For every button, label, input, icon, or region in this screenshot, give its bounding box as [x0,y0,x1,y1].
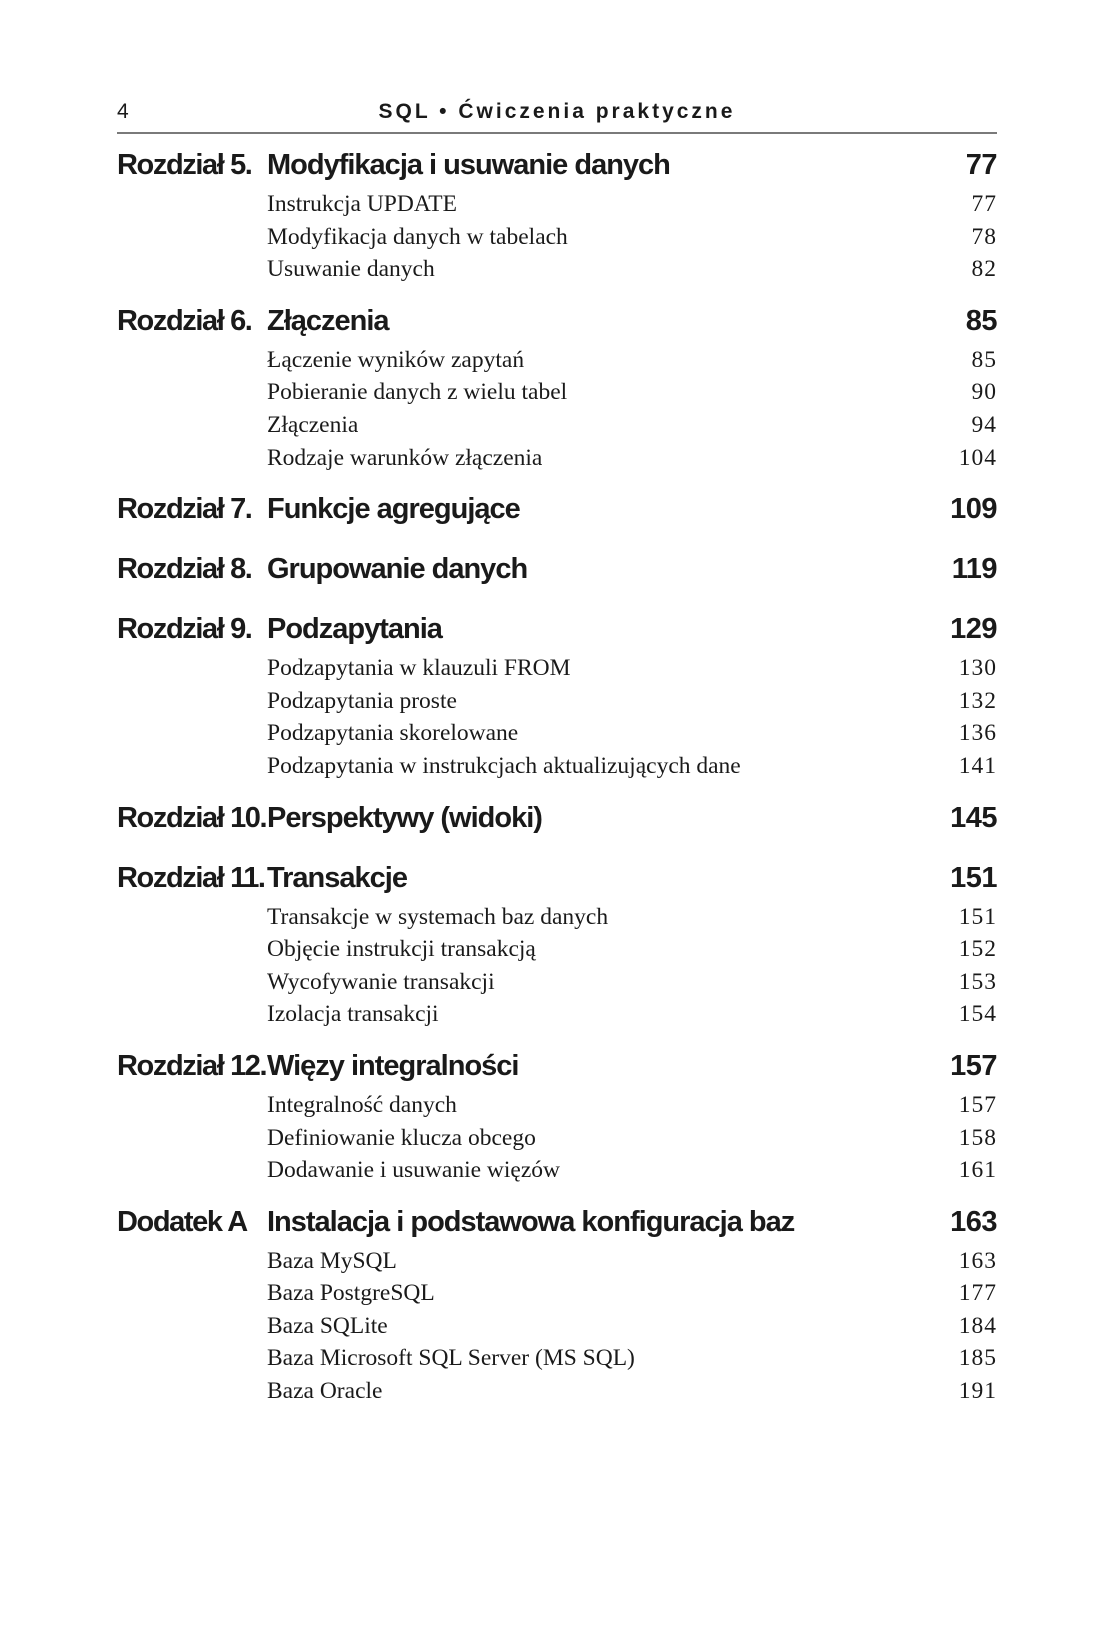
section-list [117,1089,997,1187]
chapter-title: Instalacja i podstawowa konfiguracja baz [267,1205,795,1238]
chapter-label: Rozdział 10. [117,801,267,834]
section-list [117,1245,997,1408]
chapter-page-number: 145 [950,801,997,834]
section-title: Izolacja transakcji [267,1001,439,1028]
section-page-number: 77 [971,191,997,217]
chapter-page-number: 109 [950,493,997,526]
section-title: Integralność danych [267,1091,457,1118]
chapter-title: Podzapytania [267,613,442,646]
toc-chapter [117,1041,997,1187]
chapter-heading [117,484,997,534]
section-title: Modyfikacja danych w tabelach [267,223,568,250]
section-list [117,901,997,1031]
chapter-page-number: 157 [950,1049,997,1082]
section-page-number: 136 [958,720,997,747]
section-page-number: 157 [958,1091,997,1118]
toc-chapter [117,296,997,474]
chapter-page-number: 85 [965,304,997,337]
toc-chapter [117,544,997,594]
toc-chapter [117,140,997,286]
section-page-number: 158 [958,1124,997,1151]
section-title: Baza MySQL [267,1247,397,1274]
section-page-number: 161 [958,1157,997,1184]
section-title: Rodzaje warunków złączenia [267,444,543,471]
section-title: Podzapytania skorelowane [267,720,519,747]
toc-chapter [117,604,997,782]
chapter-heading [117,296,997,346]
section-page-number: 90 [971,379,997,406]
chapter-heading [117,544,997,594]
chapter-title: Transakcje [267,861,407,894]
section-page-number: 151 [958,903,997,930]
section-title: Definiowanie klucza obcego [267,1124,536,1151]
section-entry [117,998,997,1031]
section-list [117,652,997,782]
section-entry [117,933,997,966]
chapter-label: Rozdział 5. [117,149,252,181]
section-entry [117,188,997,221]
section-entry [117,685,997,718]
section-title: Usuwanie danych [267,256,435,283]
chapter-heading [117,793,997,843]
section-page-number: 78 [971,223,997,250]
running-head [117,92,997,134]
chapter-label: Rozdział 11. [117,861,265,894]
chapter-label: Rozdział 6. [117,304,252,337]
section-page-number: 184 [958,1312,997,1339]
chapter-label: Rozdział 12. [117,1049,267,1082]
section-entry [117,901,997,934]
section-entry [117,652,997,685]
chapter-heading [117,1197,997,1247]
section-page-number: 153 [958,968,997,995]
table-of-contents [117,140,997,1408]
section-entry [117,1342,997,1375]
section-title: Baza PostgreSQL [267,1280,435,1307]
toc-chapter [117,793,997,843]
section-entry [117,221,997,254]
section-title: Podzapytania w instrukcjach aktualizujących dane [267,752,741,779]
section-title: Wycofywanie transakcji [267,968,495,995]
section-title: Baza Microsoft SQL Server (MS SQL) [267,1345,635,1372]
chapter-title: Złączenia [267,304,389,337]
section-page-number: 132 [958,687,997,714]
section-entry [117,717,997,750]
chapter-page-number: 119 [951,553,997,586]
chapter-title: Modyfikacja i usuwanie danych [267,149,670,181]
section-page-number: 163 [958,1247,997,1274]
chapter-page-number: 151 [950,861,997,894]
section-title: Instrukcja UPDATE [267,191,457,217]
chapter-label: Rozdział 9. [117,613,252,646]
toc-chapter [117,484,997,534]
section-title: Dodawanie i usuwanie więzów [267,1157,561,1184]
section-page-number: 154 [958,1001,997,1028]
section-entry [117,750,997,783]
section-title: Podzapytania proste [267,687,457,714]
section-page-number: 141 [958,752,997,779]
chapter-title: Więzy integralności [267,1049,519,1082]
chapter-heading [117,140,997,190]
section-page-number: 152 [958,936,997,963]
section-entry [117,409,997,442]
section-page-number: 104 [958,444,997,471]
section-entry [117,1310,997,1343]
section-entry [117,1375,997,1408]
chapter-title: Perspektywy (widoki) [267,801,542,834]
section-entry [117,1245,997,1278]
section-title: Podzapytania w klauzuli FROM [267,655,571,682]
chapter-heading [117,1041,997,1091]
section-title: Objęcie instrukcji transakcją [267,936,536,963]
section-entry [117,344,997,377]
chapter-title: Funkcje agregujące [267,493,520,526]
chapter-label: Rozdział 8. [117,553,252,586]
section-entry [117,966,997,999]
section-title: Łączenie wyników zapytań [267,346,525,373]
section-list [117,188,997,286]
section-entry [117,376,997,409]
chapter-page-number: 163 [950,1205,997,1238]
section-entry [117,1089,997,1122]
book-page [117,92,997,1418]
chapter-heading [117,853,997,903]
chapter-label: Rozdział 7. [117,493,252,526]
section-title: Złączenia [267,411,359,438]
section-page-number: 130 [958,655,997,682]
chapter-heading [117,604,997,654]
chapter-title: Grupowanie danych [267,553,528,586]
section-entry [117,1277,997,1310]
page-number: 4 [117,100,129,123]
chapter-page-number: 77 [965,149,997,181]
toc-chapter [117,853,997,1031]
section-title: Baza Oracle [267,1378,383,1405]
section-page-number: 94 [971,411,997,438]
section-page-number: 82 [971,256,997,283]
chapter-page-number: 129 [950,613,997,646]
section-page-number: 191 [958,1378,997,1405]
section-title: Pobieranie danych z wielu tabel [267,379,568,406]
chapter-label: Dodatek A [117,1205,247,1238]
section-entry [117,1154,997,1187]
section-entry [117,253,997,286]
section-title: Baza SQLite [267,1312,388,1339]
section-title: Transakcje w systemach baz danych [267,903,609,930]
section-page-number: 85 [971,346,997,373]
section-page-number: 177 [958,1280,997,1307]
section-entry [117,1122,997,1155]
running-title: SQL • Ćwiczenia praktyczne [378,100,736,123]
section-page-number: 185 [958,1345,997,1372]
section-list [117,344,997,474]
toc-chapter [117,1197,997,1408]
section-entry [117,442,997,475]
